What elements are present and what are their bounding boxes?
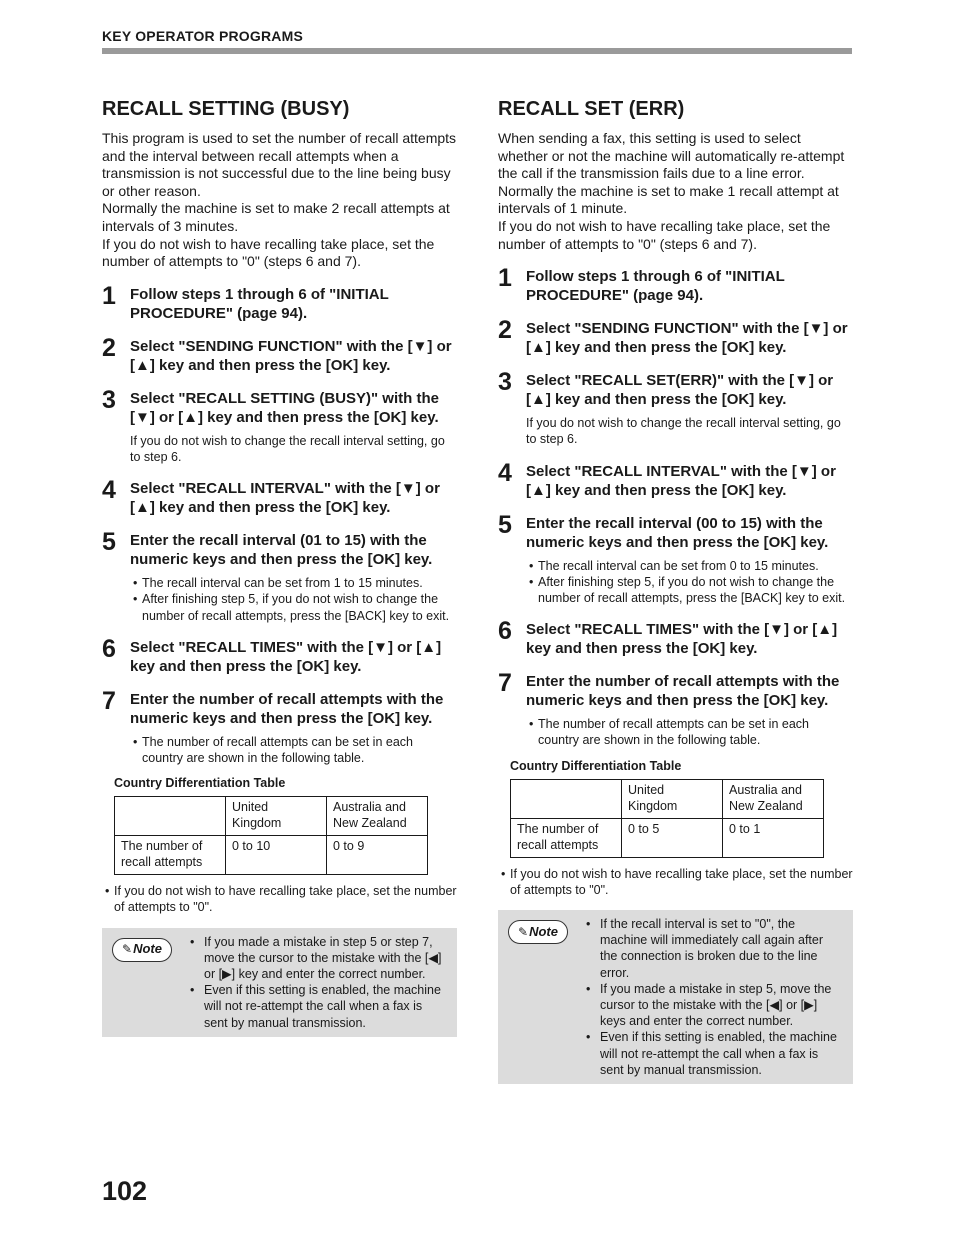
note-box xyxy=(102,928,457,1037)
step-bullets xyxy=(130,575,457,624)
intro xyxy=(102,130,457,271)
intro xyxy=(498,130,853,253)
intro-paragraph: Normally the machine is set to make 2 recall attempts at intervals of 3 minutes. xyxy=(102,200,450,234)
note-text: If you made a mistake in step 5, move the cursor to the mistake with the [◀] or [▶] keys and enter the correct number. xyxy=(600,981,832,1029)
bullet-dot-icon: • xyxy=(586,981,591,996)
step-text: Select "RECALL SETTING (BUSY)" with the [▼] or [▲] key and then press the [OK] key. xyxy=(130,389,439,426)
bullet-dot-icon: • xyxy=(586,1030,591,1045)
steps-list xyxy=(498,264,853,748)
bullet-item xyxy=(130,734,457,766)
bullet-text: If you do not wish to have recalling take place, set the number of attempts to "0". xyxy=(510,866,853,897)
step-note: If you do not wish to change the recall interval setting, go to step 6. xyxy=(526,416,841,447)
step-number: 5 xyxy=(102,528,116,557)
step xyxy=(498,617,853,658)
note-text: Even if this setting is enabled, the machine will not re-attempt the call when a fax is sent by manual transmission. xyxy=(600,1030,837,1077)
step-number: 7 xyxy=(102,686,116,715)
step-bullets xyxy=(130,734,457,766)
table-cell: United Kingdom xyxy=(226,797,327,836)
bullet-text: The number of recall attempts can be set in each country are shown in the following table. xyxy=(142,734,413,765)
bullet-dot-icon: • xyxy=(190,983,195,998)
note-text: If the recall interval is set to "0", the machine will immediately call again after the connection is broken due to the line error. xyxy=(600,916,824,980)
step-text: Enter the number of recall attempts with the numeric keys and then press the [OK] key. xyxy=(130,690,444,727)
country-table xyxy=(114,796,428,875)
step-number: 1 xyxy=(102,281,116,310)
step-text: Enter the number of recall attempts with the numeric keys and then press the [OK] key. xyxy=(526,673,840,710)
bullet-dot-icon: • xyxy=(529,717,534,732)
step xyxy=(102,686,457,766)
step-text: Select "SENDING FUNCTION" with the [▼] or [▲] key and then press the [OK] key. xyxy=(526,320,848,357)
note-icon xyxy=(112,938,172,962)
note-label: Note xyxy=(133,941,162,957)
step-bullets xyxy=(526,558,853,607)
bullet-item xyxy=(102,883,457,915)
bullet-dot-icon: • xyxy=(586,916,591,931)
bullet-dot-icon: • xyxy=(133,576,138,591)
note-label: Note xyxy=(529,923,558,939)
step-text: Follow steps 1 through 6 of "INITIAL PROCEDURE" (page 94). xyxy=(526,268,785,305)
step xyxy=(102,385,457,465)
table-row xyxy=(511,818,824,857)
note-text: If you made a mistake in step 5 or step 7, move the cursor to the mistake with the [◀] or [▶] key and enter the correct number. xyxy=(204,934,442,981)
step-text: Select "RECALL TIMES" with the [▼] or [▲] key and then press the [OK] key. xyxy=(130,638,442,675)
section-recall-setting-busy xyxy=(102,96,457,1037)
intro-paragraph: If you do not wish to have recalling take place, set the number of attempts to "0" (steps 6 and 7). xyxy=(102,235,435,270)
note-item xyxy=(190,934,447,983)
step-text: Select "RECALL SET(ERR)" with the [▼] or [▲] key and then press the [OK] key. xyxy=(526,372,834,409)
step-number: 6 xyxy=(498,617,512,646)
table-cell: 0 to 9 xyxy=(327,836,428,875)
table-header-row xyxy=(115,797,428,836)
note-icon xyxy=(508,920,568,944)
intro-paragraph: This program is used to set the number of recall attempts and the interval between recall attempts when a transmission is not successful due to the line being busy or other reason. xyxy=(102,130,457,199)
table-cell xyxy=(115,797,226,836)
bullet-dot-icon: • xyxy=(133,734,138,749)
step-text: Enter the recall interval (00 to 15) with the numeric keys and then press the [OK] key. xyxy=(526,514,829,551)
bullet-dot-icon: • xyxy=(133,592,138,607)
table-cell: 0 to 10 xyxy=(226,836,327,875)
bullet-text: The recall interval can be set from 1 to 15 minutes. xyxy=(142,576,423,591)
step-number: 5 xyxy=(498,510,512,539)
step xyxy=(498,316,853,357)
after-table-note xyxy=(102,883,457,915)
step-number: 4 xyxy=(102,476,116,505)
step-number: 4 xyxy=(498,458,512,487)
bullet-item xyxy=(130,575,457,591)
table-cell: United Kingdom xyxy=(622,779,723,818)
bullet-text: If you do not wish to have recalling take place, set the number of attempts to "0". xyxy=(114,884,457,915)
step-text: Enter the recall interval (01 to 15) with the numeric keys and then press the [OK] key. xyxy=(130,532,433,569)
step-bullets xyxy=(526,716,853,748)
table-caption: Country Differentiation Table xyxy=(510,758,682,773)
table-cell: 0 to 1 xyxy=(723,818,824,857)
header-rule xyxy=(102,48,852,54)
step xyxy=(102,634,457,676)
step-number: 6 xyxy=(102,634,116,663)
step-number: 3 xyxy=(498,368,512,397)
section-recall-set-err xyxy=(498,96,853,1084)
bullet-text: After finishing step 5, if you do not wish to change the number of recall attempts, press the [BACK] key to exit. xyxy=(538,574,846,605)
note-item xyxy=(586,1029,843,1078)
bullet-item xyxy=(526,716,853,748)
step xyxy=(102,333,457,375)
pencil-icon: ✎ xyxy=(122,942,133,957)
steps-list xyxy=(102,281,457,766)
bullet-text: The number of recall attempts can be set in each country are shown in the following table. xyxy=(538,717,809,748)
bullet-dot-icon: • xyxy=(105,884,110,899)
step-text: Select "RECALL INTERVAL" with the [▼] or [▲] key and then press the [OK] key. xyxy=(130,480,440,517)
table-cell: Australia and New Zealand xyxy=(327,797,428,836)
bullet-dot-icon: • xyxy=(501,866,506,881)
pencil-icon: ✎ xyxy=(518,924,529,939)
step-number: 1 xyxy=(498,264,512,293)
step-text: Follow steps 1 through 6 of "INITIAL PROCEDURE" (page 94). xyxy=(130,285,389,322)
bullet-item xyxy=(526,558,853,574)
after-table-note xyxy=(498,866,853,898)
step-number: 2 xyxy=(102,333,116,362)
section-title: RECALL SET (ERR) xyxy=(498,98,685,120)
note-item xyxy=(586,981,843,1030)
table-header-row xyxy=(511,779,824,818)
step xyxy=(102,528,457,624)
step xyxy=(498,458,853,500)
intro-paragraph: When sending a fax, this setting is used to select whether or not the machine will automatically re-attempt the call if the transmission fails due to a line error. Normally the machine is set to make 1 recall attempt at intervals of 1 minute. xyxy=(498,130,845,217)
bullet-dot-icon: • xyxy=(529,574,534,589)
page-number: 102 xyxy=(102,1176,148,1206)
step-text: Select "SENDING FUNCTION" with the [▼] or [▲] key and then press the [OK] key. xyxy=(130,337,452,374)
step-number: 3 xyxy=(102,385,116,414)
bullet-text: After finishing step 5, if you do not wish to change the number of recall attempts, press the [BACK] key to exit. xyxy=(142,592,450,623)
bullet-text: The recall interval can be set from 0 to 15 minutes. xyxy=(538,558,819,573)
note-item xyxy=(586,916,843,981)
note-item xyxy=(190,982,447,1031)
table-cell: 0 to 5 xyxy=(622,818,723,857)
bullet-item xyxy=(130,591,457,623)
bullet-dot-icon: • xyxy=(529,558,534,573)
intro-paragraph: If you do not wish to have recalling take place, set the number of attempts to "0" (steps 6 and 7). xyxy=(498,217,831,252)
step-note: If you do not wish to change the recall interval setting, go to step 6. xyxy=(130,433,445,464)
running-header: KEY OPERATOR PROGRAMS xyxy=(102,28,304,44)
step xyxy=(102,476,457,517)
section-title: RECALL SETTING (BUSY) xyxy=(102,98,350,120)
bullet-item xyxy=(526,574,853,606)
table-cell: Australia and New Zealand xyxy=(723,779,824,818)
step-text: Select "RECALL INTERVAL" with the [▼] or [▲] key and then press the [OK] key. xyxy=(526,462,836,499)
step-text: Select "RECALL TIMES" with the [▼] or [▲] key and then press the [OK] key. xyxy=(526,621,838,658)
step-number: 2 xyxy=(498,316,512,345)
step xyxy=(102,281,457,323)
country-table xyxy=(510,779,824,858)
table-caption: Country Differentiation Table xyxy=(114,776,286,791)
table-cell: The number of recall attempts xyxy=(511,818,622,857)
step xyxy=(498,669,853,748)
table-cell xyxy=(511,779,622,818)
step-number: 7 xyxy=(498,669,512,698)
step xyxy=(498,264,853,305)
bullet-item xyxy=(498,866,853,898)
step xyxy=(498,510,853,607)
table-row xyxy=(115,836,428,875)
bullet-dot-icon: • xyxy=(190,934,195,949)
table-cell: The number of recall attempts xyxy=(115,836,226,875)
step xyxy=(498,368,853,447)
note-box xyxy=(498,910,853,1084)
note-text: Even if this setting is enabled, the machine will not re-attempt the call when a fax is sent by manual transmission. xyxy=(204,983,441,1030)
